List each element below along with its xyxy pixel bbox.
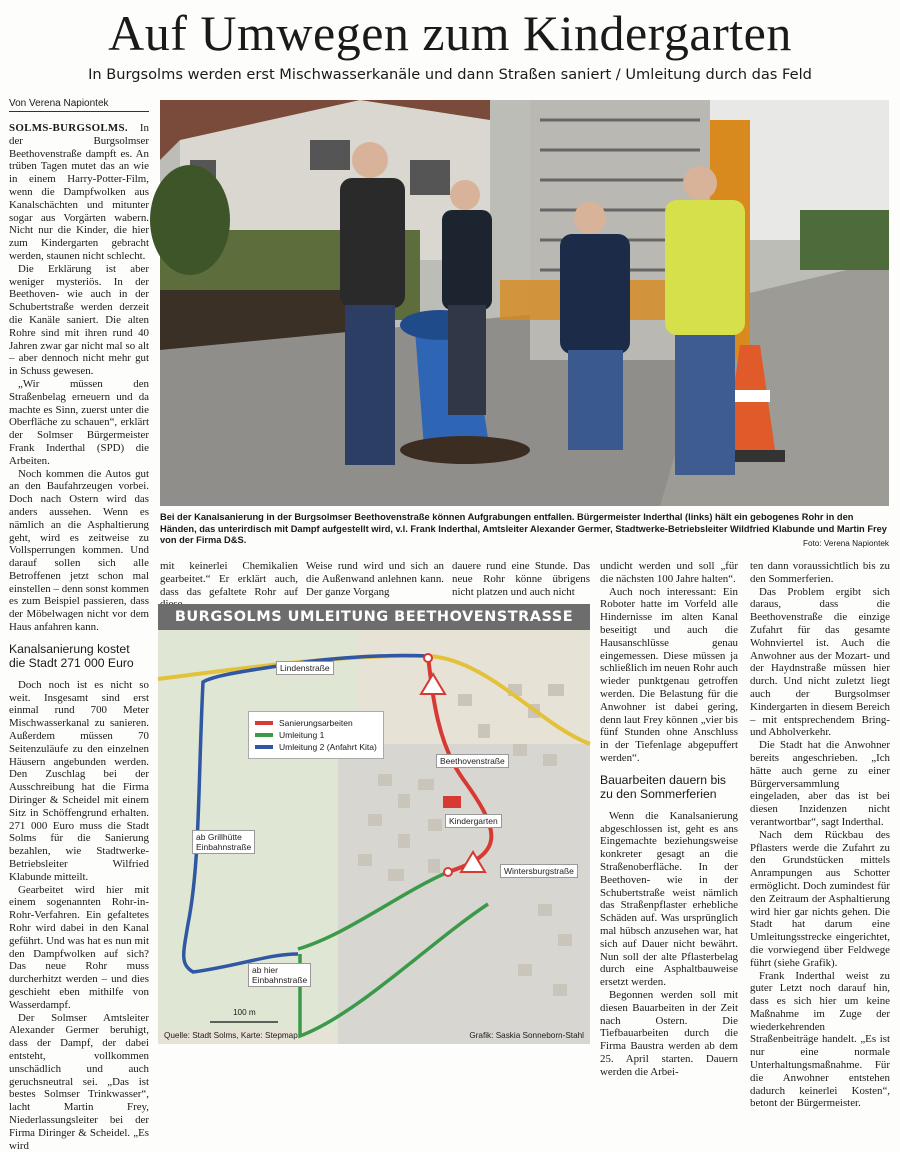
paragraph: „Wir müssen den Straßenbelag erneuern und da machte es Sinn, zuerst unter die Oberfläche zu schauen“, erklärt der Solmser Bürgermeister Frank Inderthal (SPD) die Arbeiten. (9, 377, 149, 467)
article-column-3 (306, 560, 444, 598)
dateline: SOLMS-BURGSOLMS. (9, 122, 128, 134)
legend-label: Umleitung 1 (279, 730, 325, 740)
legend-label: Sanierungsarbeiten (279, 718, 353, 728)
paragraph: undicht werden und soll „für die nächsten 100 Jahre halten“. (600, 560, 738, 585)
paragraph: Wenn die Kanalsanierung abgeschlossen ist, geht es ans Eingemachte beziehungsweise konkreter gesagt an die Straßenoberfläche. In der Beethoven- wie in der Schubertstraße weist nämlich das Straßenpflaster erhebliche Schäden auf. Was ursprünglich mal hübsch anzusehen war, hat sich auf Dauer nicht bewährt. Nun soll der alte Pflasterbelag durch eine Asphaltbauweise ersetzt werden. (600, 809, 738, 989)
legend-item-sanierung (255, 718, 377, 728)
article-column-5 (600, 560, 738, 1078)
byline: Von Verena Napiontek (9, 98, 149, 112)
map-label-wintersburgstrasse: Wintersburgstraße (500, 864, 578, 878)
map-label-line: Einbahnstraße (252, 975, 308, 985)
paragraph: Das Problem ergibt sich daraus, dass die Beethovenstraße die einzige Zufahrt für das gesamte Wohnviertel ist. Auch die Anwohner aus der Mozart- und der Haydnstraße müssen hier durch. Und nicht zuletzt liegt auch der Burgsolmser Kindergarten in diesem Bereich – mit entsprechendem Bring- und Abholverkehr. (750, 585, 890, 739)
paragraph: Nach dem Rückbau des Pflasters werde die Zufahrt zu den Grundstücken mittels Anrampungen aus Schotter ermöglicht. Doch zumindest für den Zeitraum der Asphaltierung wird hier gar nichts gehen. Die Stadt hat darum eine Umleitungsstrecke eingerichtet, die vorwiegend über Feldwege führt (siehe Grafik). (750, 828, 890, 969)
subheading: Bauarbeiten dauern bis zu den Sommerferien (600, 772, 727, 802)
map-label-line: ab hier (252, 965, 278, 975)
map-label-line: ab Grillhütte (196, 832, 242, 842)
paragraph: Begonnen werden soll mit diesen Bauarbeiten in der Zeit nach Ostern. Die Tiefbauarbeiten durch die Firma Baustra werden ab dem 25. April starten. Dauern werden die Arbei- (600, 988, 738, 1078)
paragraph: mit keinerlei Chemikalien gearbeitet.“ Er erklärt auch, dass das gefaltete Rohr auf (160, 560, 298, 598)
map-label-lindenstrasse: Lindenstraße (276, 661, 334, 675)
subheadline: In Burgsolms werden erst Mischwasserkanäle und dann Straßen saniert / Umleitung durch das Feld (88, 66, 812, 83)
map-source: Quelle: Stadt Solms, Karte: Stepmap (164, 1031, 298, 1040)
map-label-kindergarten: Kindergarten (445, 814, 502, 828)
paragraph: Gearbeitet wird hier mit einem sogenannten Rohr-in-Rohr-Verfahren. Ein gefaltetes Rohr wird dabei in den Kanal geführt. Und was hat es nun mit den Dampfwolken auf sich? Das neue Rohr muss durcherhitzt werden – und dies geschieht eben mithilfe von Wasserdampf. (9, 883, 149, 1011)
subheading: Kanalsanierung kostet die Stadt 271 000 Euro (9, 641, 134, 671)
paragraph: Doch noch ist es nicht so weit. Insgesamt sind erst einmal rund 700 Meter Mischwasserkanal zu sanieren. Außerdem müssen 70 Seitenzuläufe zu den einzelnen Häusern angebunden werden. Den Zuschlag bei der Ausschreibung hat die Firma Diringer & Scheidel mit einem Sitz in Schöffengrund erhalten. 271 000 Euro muss die Stadt Solms für die Sanierung bezahlen, wie Stadtwerke-Betriebsleiter Wilfried Klabunde mitteilt. (9, 678, 149, 883)
article-column-4 (452, 560, 590, 598)
paragraph: Der Solmser Amtsleiter Alexander Germer beruhigt, dass der Dampf, der dabei entsteht, vollkommen unschädlich und auch geruchsneutral sei. „Das ist bestes Solmser Trinkwasser“, lacht Martin Frey, Niederlassungsleiter bei der Firma Diringer & Scheidel. „Es wird (9, 1011, 149, 1152)
map-label-ab-hier (248, 963, 311, 987)
headline: Auf Umwegen zum Kindergarten (108, 5, 792, 61)
photo-caption: Bei der Kanalsanierung in der Burgsolmser Beethovenstraße können Aufgrabungen entfallen. Bürgermeister Inderthal (links) hält ein gebogenes Rohr in den Händen, das unterirdisch mit Dampf aufgestellt wird, v.l. Frank Inderthal, Amtsleiter Alexander Germer, Stadtwerke-Betriebsleiter Wildfried Klabunde und Martin Frey von der Firma D&S. (160, 512, 887, 545)
paragraph: Noch kommen die Autos gut an den Baufahrzeugen vorbei. Doch nach Ostern wird das anders aussehen. Wenn es nämlich an die Asphaltierung geht, wird es zeitweise zu Vollsperrungen kommen. Und darauf sollen sich alle Betroffenen jetzt schon mal einstellen – denn sonst kommen es zum Beispiel passieren, dass der Möbelwagen nicht vor dem Haus anfahren kann. (9, 467, 149, 634)
article-column-1 (9, 122, 149, 1152)
paragraph: ten dann voraussichtlich bis zu den Sommerferien. (750, 560, 890, 585)
map-label-line: Einbahnstraße (196, 842, 252, 852)
map-title: BURGSOLMS UMLEITUNG BEETHOVENSTRASSE (158, 604, 590, 630)
map-graphic-credit: Grafik: Saskia Sonneborn-Stahl (469, 1031, 584, 1040)
photo-credit: Foto: Verena Napiontek (802, 539, 889, 548)
map-label-grillhuette (192, 830, 255, 854)
legend-item-umleitung-1 (255, 730, 377, 740)
paragraph: Weise rund wird und sich an die Außenwand anlehnen kann. Der ganze Vorgang (306, 560, 444, 598)
paragraph: Auch noch interessant: Ein Roboter hatte im Vorfeld alle Hindernisse im alten Kanal beseitigt und auch die Hausanschlüsse genau eingemessen. Diese müssen ja schließlich im neuen Rohr auch wieder punktgenau getroffen werden. Die Belastung für die Anwohner ist dabei gering, denn laut Frey können „vier bis fünf Stunden ohne Anschluss in der Tiefenlage abgepuffert werden“. (600, 585, 738, 764)
paragraph: Die Stadt hat die Anwohner bereits angeschrieben. „Ich hätte auch gerne zu einer Bürgerversammlung eingeladen, aber das ist bei diesen Inzidenzen nicht verantwortbar“, sagt Inderthal. (750, 739, 890, 828)
map-legend (248, 711, 384, 759)
map-scale-label: 100 m (233, 1008, 256, 1017)
paragraph: Frank Inderthal weist zu guter Letzt noch darauf hin, dass es sich hier um keine Maßnahme im Zuge der wiederkehrenden Straßenbeiträge handelt. „Es ist nur eine normale Unterhaltungsmaßnahme. Für die Anwohner entstehen dadurch keinerlei Kosten“, betont der Bürgermeister. (750, 969, 890, 1110)
article-column-6 (750, 560, 890, 1110)
paragraph: dauere rund eine Stunde. Das neue Rohr könne übrigens nicht platzen und auch nicht (452, 560, 590, 598)
legend-label: Umleitung 2 (Anfahrt Kita) (279, 742, 377, 752)
paragraph: Die Erklärung ist aber weniger mysteriös. In der Beethoven- wie auch in der Schubertstraße werden derzeit die Kanäle saniert. Die alten Rohre sind mit ihren rund 40 Jahren zwar gar nicht mal so alt – aber dennoch nicht mehr gut in Schuss gewesen. (9, 262, 149, 378)
map-label-beethovenstrasse: Beethovenstraße (436, 754, 509, 768)
legend-item-umleitung-2 (255, 742, 377, 752)
detour-map (158, 604, 590, 1044)
article-photo (160, 100, 889, 506)
paragraph: In der Burgsolmser Beethovenstraße dampft es. An trüben Tagen mutet das an wie in einem Harry-Potter-Film, wenn die Dampfwolken aus Kanalschächten und mitunter sogar aus Vorgärten wabern. Nicht nur die Kinder, die hier zum Kindergarten gebracht werden, staunen nicht schlecht. (9, 122, 149, 262)
